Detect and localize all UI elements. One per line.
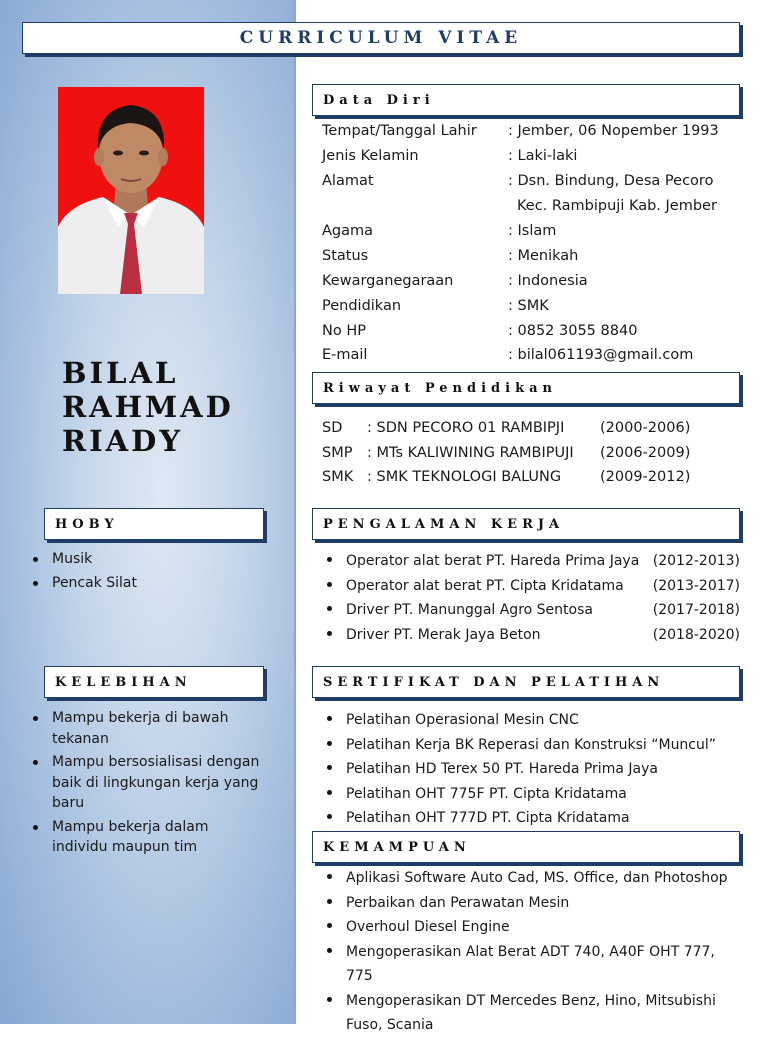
personal-row	[322, 169, 719, 194]
education-row	[322, 416, 690, 441]
section-heading-pendidikan: Riwayat Pendidikan	[312, 372, 740, 404]
list-item: Pelatihan OHT 777D PT. Cipta Kridatama	[322, 806, 740, 831]
experience-desc: Driver PT. Merak Jaya Beton	[346, 626, 541, 643]
personal-row	[322, 119, 719, 144]
list-item: Mampu bersosialisasi dengan baik di lingkungan kerja yang baru	[28, 752, 268, 814]
experience-years: (2018-2020)	[652, 626, 740, 643]
strength-list	[28, 708, 268, 861]
personal-label: Alamat	[322, 173, 374, 190]
education-level: SMK	[322, 469, 354, 486]
personal-row	[322, 268, 719, 293]
personal-label: Agama	[322, 223, 374, 239]
section-heading-sertifikat: SERTIFIKAT DAN PELATIHAN	[312, 666, 740, 698]
education-row	[322, 465, 690, 490]
personal-value: : bilal061193@gmail.com	[508, 347, 694, 364]
list-item: Pencak Silat	[28, 573, 268, 594]
personal-label: Pendidikan	[322, 297, 402, 314]
personal-label: Tempat/Tanggal Lahir	[322, 123, 477, 140]
section-heading-kelebihan: KELEBIHAN	[44, 666, 264, 698]
list-item: Pelatihan HD Terex 50 PT. Hareda Prima Jaya	[322, 757, 740, 782]
hobby-list	[28, 549, 268, 596]
personal-row	[322, 318, 719, 343]
full-name	[62, 356, 282, 458]
education-level: SD	[322, 420, 343, 437]
personal-row	[322, 219, 719, 244]
personal-value: Kec. Rambipuji Kab. Jember	[517, 198, 717, 215]
personal-label: No HP	[322, 322, 366, 339]
list-item: Aplikasi Software Auto Cad, MS. Office, dan Photoshop	[322, 866, 740, 891]
list-item: Musik	[28, 549, 268, 570]
certificate-list	[322, 708, 740, 831]
list-item	[322, 549, 740, 574]
personal-label: Jenis Kelamin	[322, 148, 419, 165]
personal-row	[322, 144, 719, 169]
personal-value: : Islam	[508, 223, 557, 239]
personal-value: : Dsn. Bindung, Desa Pecoro	[508, 173, 714, 190]
list-item	[322, 574, 740, 599]
personal-value: : Menikah	[508, 247, 579, 264]
list-item	[322, 623, 740, 648]
personal-row	[322, 343, 719, 368]
experience-years: (2013-2017)	[652, 577, 740, 594]
name-line: RAHMAD	[62, 390, 234, 424]
education-years: (2009-2012)	[600, 469, 691, 486]
personal-value: : 0852 3055 8840	[508, 322, 638, 339]
section-heading-kemampuan: KEMAMPUAN	[312, 831, 740, 863]
list-item: Mampu bekerja di bawah tekanan	[28, 708, 268, 749]
experience-desc: Operator alat berat PT. Cipta Kridatama	[346, 577, 624, 594]
personal-value: : Laki-laki	[508, 148, 578, 165]
section-heading-data-diri: Data Diri	[312, 84, 740, 116]
list-item: Mengoperasikan DT Mercedes Benz, Hino, Mitsubishi Fuso, Scania	[322, 989, 740, 1038]
personal-label: E-mail	[322, 347, 368, 364]
personal-row	[322, 293, 719, 318]
education-level: SMP	[322, 444, 353, 461]
education-row	[322, 441, 690, 466]
personal-row	[322, 194, 719, 219]
education-school: : SMK TEKNOLOGI BALUNG	[367, 469, 562, 486]
list-item: Pelatihan Operasional Mesin CNC	[322, 708, 740, 733]
list-item: Pelatihan OHT 775F PT. Cipta Kridatama	[322, 782, 740, 807]
list-item: Perbaikan dan Perawatan Mesin	[322, 891, 740, 916]
list-item: Mampu bekerja dalam individu maupun tim	[28, 817, 268, 858]
personal-label: Kewarganegaraan	[322, 272, 454, 289]
personal-value: : Jember, 06 Nopember 1993	[508, 123, 719, 140]
name-line: RIADY	[62, 424, 184, 458]
experience-list	[322, 549, 740, 647]
name-line: BILAL	[62, 356, 179, 390]
education-years: (2000-2006)	[600, 420, 691, 437]
list-item: Mengoperasikan Alat Berat ADT 740, A40F OHT 777, 775	[322, 940, 740, 989]
education-table	[322, 416, 690, 490]
personal-label: Status	[322, 247, 369, 264]
profile-photo	[58, 87, 204, 294]
education-school: : MTs KALIWINING RAMBIPUJI	[367, 444, 574, 461]
document-title: CURRICULUM VITAE	[22, 22, 740, 54]
education-years: (2006-2009)	[600, 444, 691, 461]
experience-desc: Operator alat berat PT. Hareda Prima Jaya	[346, 553, 640, 569]
education-school: : SDN PECORO 01 RAMBIPJI	[367, 420, 565, 437]
list-item	[322, 598, 740, 623]
skill-list	[322, 866, 740, 1038]
list-item: Overhoul Diesel Engine	[322, 915, 740, 940]
personal-value: : Indonesia	[508, 272, 588, 289]
experience-years: (2012-2013)	[652, 553, 740, 569]
section-heading-pengalaman: PENGALAMAN KERJA	[312, 508, 740, 540]
personal-value: : SMK	[508, 297, 549, 314]
experience-desc: Driver PT. Manunggal Agro Sentosa	[346, 602, 593, 618]
section-heading-hoby: HOBY	[44, 508, 264, 540]
personal-data-table	[322, 119, 719, 368]
list-item: Pelatihan Kerja BK Reperasi dan Konstruksi “Muncul”	[322, 733, 740, 758]
experience-years: (2017-2018)	[652, 602, 740, 618]
personal-row	[322, 243, 719, 268]
